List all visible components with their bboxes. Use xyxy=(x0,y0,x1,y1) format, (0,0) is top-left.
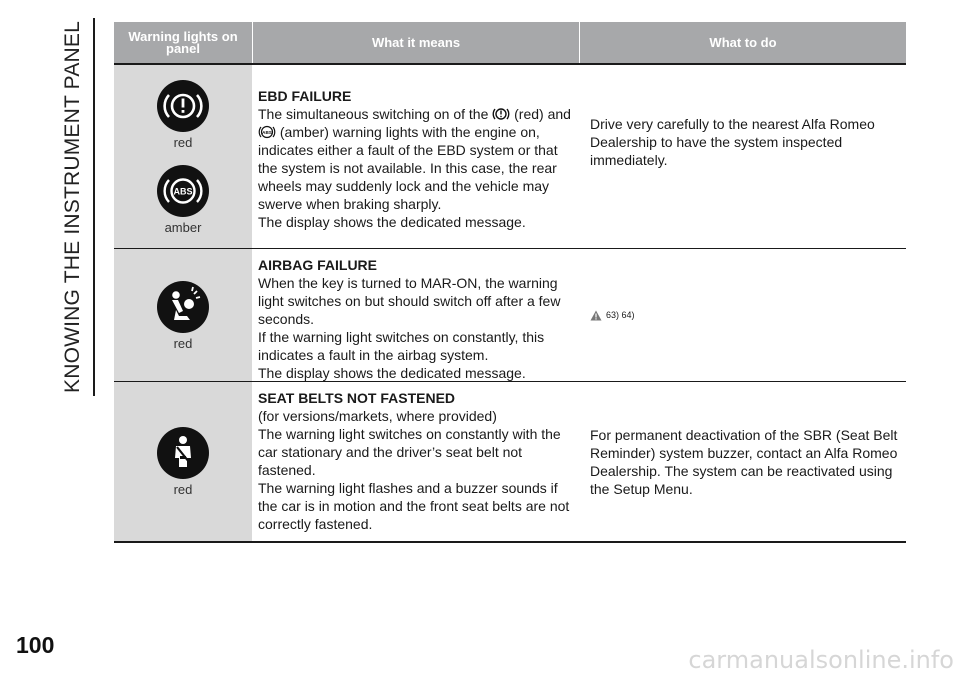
lamp-color-label: red xyxy=(173,482,193,497)
lamp-color-label: amber xyxy=(164,219,202,235)
side-section-title: KNOWING THE INSTRUMENT PANEL xyxy=(61,21,84,393)
header-what-it-means: What it means xyxy=(253,22,579,63)
meaning-cell xyxy=(252,382,578,541)
svg-text:ABS: ABS xyxy=(262,129,272,135)
brake-warning-icon xyxy=(156,79,210,133)
warning-lights-table xyxy=(114,22,906,543)
meaning-cell xyxy=(252,249,578,381)
warning-triangle-icon xyxy=(590,310,602,321)
action-text: Drive very carefully to the nearest Alfa Romeo Dealership to have the system inspected immediately. xyxy=(590,116,875,168)
lamp-color-label: red xyxy=(173,134,193,150)
meaning-cell xyxy=(252,65,578,248)
lamp-cell xyxy=(114,65,252,248)
warning-note xyxy=(590,306,635,324)
note-references: 63) 64) xyxy=(606,310,635,320)
display-note: The display shows the dedicated message. xyxy=(258,365,526,381)
action-text: For permanent deactivation of the SBR (Seat Belt Reminder) system buzzer, contact an Alfa Romeo Dealership. The system can be reactivated using the Setup Menu. xyxy=(590,426,898,497)
row-title: SEAT BELTS NOT FASTENED xyxy=(258,390,456,406)
action-cell xyxy=(578,249,906,381)
lamp-brake xyxy=(156,79,210,150)
display-note: The display shows the dedicated message. xyxy=(258,214,526,230)
table-row-ebd-failure xyxy=(114,65,906,249)
meaning-subtitle: (for versions/markets, where provided) xyxy=(258,408,497,424)
lamp-color-label: red xyxy=(173,335,193,351)
meaning-text: The warning light flashes and a buzzer sounds if the car is in motion and the front seat belts are not correctly fastened. xyxy=(258,480,570,532)
abs-icon xyxy=(156,164,210,218)
row-title: EBD FAILURE xyxy=(258,88,352,104)
header-warning-lights: Warning lights on panel xyxy=(114,22,252,63)
meaning-text: If the warning light switches on constantly, this indicates a fault in the airbag system. xyxy=(258,329,545,363)
seat-belt-icon xyxy=(156,426,210,480)
abs-inline-icon xyxy=(258,123,276,141)
table-header xyxy=(114,22,906,63)
meaning-text: The warning light switches on constantly with the car stationary and the driver’s seat belt not fastened. xyxy=(258,426,561,478)
meaning-text: The simultaneous switching on of the (red) and ABS (amber) warning lights with the engine on, indicates either a fault of the EBD system or that the system is not available. In this case, the rear wheels may suddenly lock and the vehicle may swerve when braking sharply. xyxy=(258,106,571,212)
lamp-cell xyxy=(114,382,252,541)
lamp-cell xyxy=(114,249,252,381)
airbag-icon xyxy=(156,280,210,334)
svg-text:ABS: ABS xyxy=(173,186,193,196)
action-cell xyxy=(578,382,906,541)
meaning-text: When the key is turned to MAR-ON, the warning light switches on but should switch off after a few seconds. xyxy=(258,275,561,327)
action-cell xyxy=(578,65,906,248)
header-what-to-do: What to do xyxy=(580,22,906,63)
table-row-airbag-failure xyxy=(114,249,906,382)
page-number: 100 xyxy=(16,632,55,658)
table-row-seat-belts xyxy=(114,382,906,543)
lamp-abs xyxy=(156,164,210,235)
row-title: AIRBAG FAILURE xyxy=(258,257,377,273)
watermark: carmanualsonline.info xyxy=(688,646,954,674)
brake-warning-inline-icon xyxy=(492,105,510,123)
lamp-seat-belt xyxy=(156,426,210,497)
side-divider xyxy=(93,18,95,396)
lamp-airbag xyxy=(156,280,210,351)
